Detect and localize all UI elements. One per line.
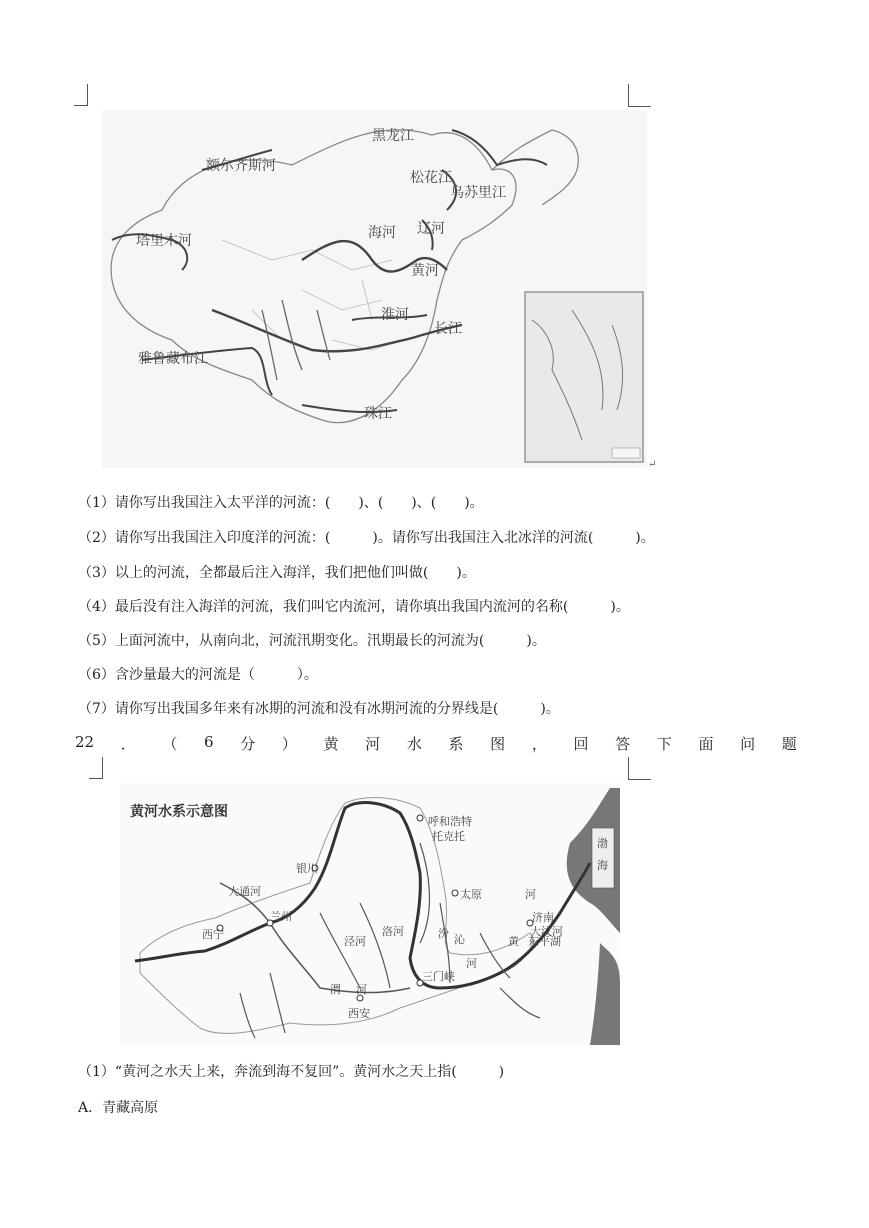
crop-mark: [65, 84, 88, 106]
heading-char: 分: [240, 735, 256, 753]
map-label: 黄: [508, 935, 519, 948]
question-6: （6）含沙量最大的河流是（ ）。: [78, 667, 318, 683]
heading-char: 黄: [323, 735, 339, 753]
heading-char: ）: [281, 735, 297, 753]
map-label: 托克托: [432, 830, 465, 843]
map-label: 西安: [348, 1007, 370, 1020]
heading-char: 图: [490, 735, 506, 753]
map2-title: 黄河水系示意图: [130, 804, 228, 820]
question-3: （3）以上的河流，全都最后注入海洋，我们把他们叫做( )。: [78, 565, 476, 581]
map-label: 东平湖: [528, 935, 561, 948]
map-label: 辽河: [417, 221, 445, 237]
map-label: 河: [466, 957, 477, 970]
crop-mark: [80, 757, 103, 779]
heading-char: 面: [698, 735, 714, 753]
map-label: 河: [356, 983, 367, 996]
map-label: 沁: [454, 933, 465, 946]
map-label: 黄河: [411, 263, 439, 279]
paragraph-mark: ↵: [648, 459, 657, 470]
heading-char: 水: [406, 735, 422, 753]
question-2: （2）请你写出我国注入印度洋的河流：( )。请你写出我国注入北冰洋的河流( )。: [78, 530, 655, 546]
map-label: 三门峡: [422, 970, 455, 983]
question-5: （5）上面河流中，从南向北，河流汛期变化。汛期最长的河流为( )。: [78, 633, 546, 649]
heading-char: （: [162, 735, 178, 753]
question-22-heading: [75, 733, 797, 754]
map-label: 太原: [460, 888, 482, 901]
china-rivers-map: [102, 110, 647, 468]
map-label: 泾河: [344, 935, 366, 948]
crop-mark: [628, 757, 651, 780]
crop-mark: [628, 84, 651, 107]
map-label: 西宁: [202, 928, 224, 941]
question-4: （4）最后没有注入海洋的河流，我们叫它内流河，请你填出我国内流河的名称( )。: [78, 599, 630, 615]
heading-char: ．: [120, 735, 136, 753]
heading-char: 系: [448, 735, 464, 753]
map-label: 银川: [296, 862, 318, 875]
heading-char: 22: [75, 733, 95, 751]
map-label: 雅鲁藏布江: [138, 351, 208, 367]
map-label: 松花江: [410, 170, 452, 186]
map-label: 乌苏里江: [450, 185, 506, 201]
heading-char: ，: [531, 735, 547, 753]
heading-char: 问: [740, 735, 756, 753]
heading-char: 答: [615, 735, 631, 753]
heading-char: 6: [204, 733, 214, 751]
heading-char: 下: [656, 735, 672, 753]
heading-char: 题: [781, 735, 797, 753]
map-label: 海: [597, 859, 608, 872]
map-label: 淮河: [381, 307, 409, 323]
map-label: 大汶河: [530, 925, 563, 938]
map-label: 额尔齐斯河: [206, 158, 276, 174]
map-label: 呼和浩特: [428, 815, 472, 828]
map-label: 长江: [434, 321, 462, 337]
map-label: 洛河: [382, 925, 404, 938]
map-label: 兰州: [270, 910, 292, 923]
yellow-river-map: [120, 783, 620, 1045]
map-label: 渤: [597, 837, 608, 850]
map-label: 济南: [532, 911, 554, 924]
map-label: 大通河: [228, 885, 261, 898]
map-label: 河: [525, 888, 536, 901]
sub-question-1: （1）“黄河之水天上来，奔流到海不复回”。黄河水之天上指( ): [78, 1064, 505, 1080]
heading-char: 河: [365, 735, 381, 753]
map-label: 海河: [368, 225, 396, 241]
map-label: 渭: [330, 983, 341, 996]
heading-char: 回: [573, 735, 589, 753]
question-1: （1）请你写出我国注入太平洋的河流：( )、( )、( )。: [78, 495, 484, 511]
map-label: 黑龙江: [372, 128, 414, 144]
map-label: 汾: [438, 927, 449, 940]
question-7: （7）请你写出我国多年来有冰期的河流和没有冰期河流的分界线是( )。: [78, 701, 560, 717]
map-label: 珠江: [364, 406, 392, 422]
map-label: 塔里木河: [136, 233, 192, 249]
option-a: A．青藏高原: [78, 1100, 159, 1116]
